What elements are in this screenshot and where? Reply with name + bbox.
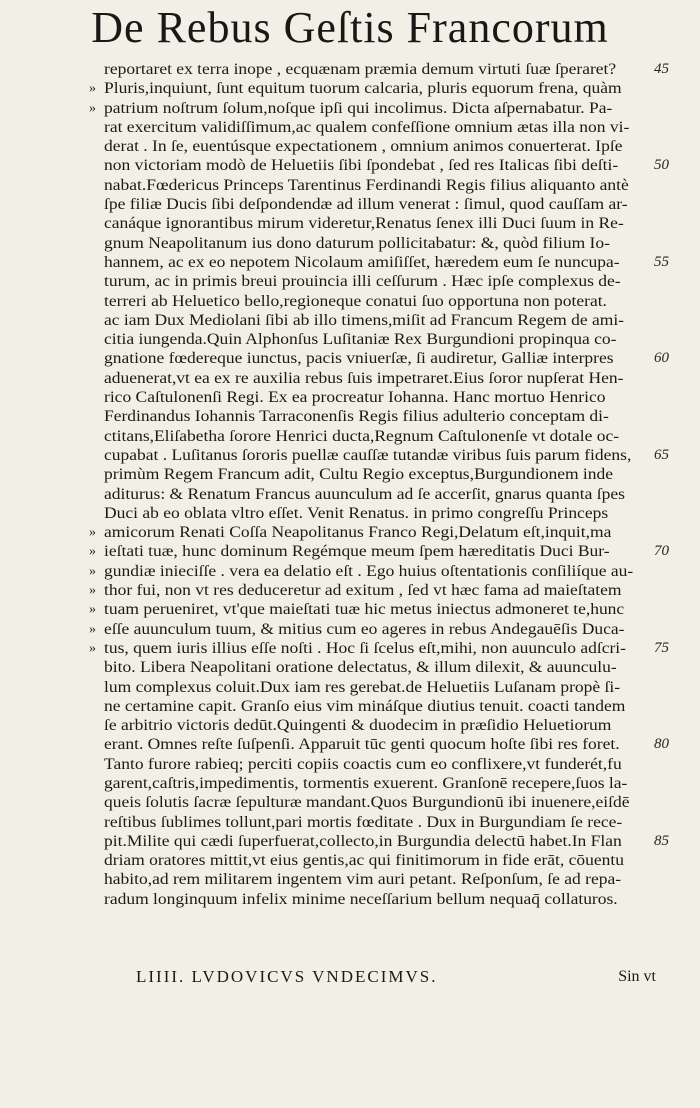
- line-text: aduenerat,vt ea ex re auxilia rebus ſuis impetraret.Eius ſoror nupſerat Hen-: [104, 368, 624, 387]
- text-line: [104, 813, 649, 832]
- text-line: [104, 195, 649, 214]
- line-text: habito,ad rem militarem ingentem vim auri petant. Reſponſum, ſe ad repa-: [104, 870, 622, 889]
- line-text: rico Caſtulonenſi Regi. Ex ea procreatur Iohanna. Hanc mortuo Henrico: [104, 388, 606, 407]
- text-line: [104, 890, 649, 909]
- line-text: gnatione fœdereque iunctus, pacis vniuerſæ, ſi audiretur, Galliæ interpres: [104, 349, 614, 368]
- line-number: 45: [654, 61, 669, 77]
- text-line: [104, 774, 649, 793]
- line-text: reſtibus ſublimes tollunt,pari mortis fœditate . Dux in Burgundiam ſe recе-: [104, 812, 623, 831]
- text-line: [104, 156, 669, 175]
- quotation-marker: »: [89, 621, 96, 637]
- line-number: 50: [654, 157, 669, 174]
- line-text: terreri ab Heluetico bello,regioneque conatui ſuo opportuna non poterat.: [104, 291, 607, 310]
- line-text: Tanto furore rabieq; perciti copiis coactis cum eo conflixere,vt funderét,fu: [104, 754, 622, 773]
- line-text: lum complexus coluit.Dux iam res gerebat.de Heluetiis Luſanam propè ſi-: [104, 677, 621, 696]
- text-line: [104, 214, 649, 233]
- catchword: Sin vt: [618, 968, 656, 985]
- line-text: turum, ac in primis breui prouincia illi ceſſurum . Hæc ipſe complexus de-: [104, 272, 621, 291]
- line-text: canáque ignorantibus mirum videretur,Renatus ſenex illi Duci ſuum in Re-: [104, 214, 624, 233]
- line-text: queis ſolutis ſacræ ſepulturæ mandant.Quos Burgundionū ibi inuenere,eiſdē: [104, 793, 630, 812]
- text-line: [89, 542, 669, 561]
- quotation-marker: »: [89, 81, 96, 97]
- text-line: [104, 658, 649, 677]
- line-text: citia iungenda.Quin Alphonſus Luſitaniæ Rex Burgundioni propinqua co-: [104, 330, 617, 349]
- text-line: [104, 292, 649, 311]
- line-text: hannem, ac ex eo nepotem Nicolaum amiſiſſet, hæredem eum ſe nuncupa-: [104, 252, 620, 271]
- quotation-marker: »: [89, 602, 96, 618]
- text-line: [104, 465, 649, 484]
- text-line: [104, 735, 669, 754]
- text-line: [89, 638, 669, 658]
- text-line: [104, 407, 649, 426]
- line-text: thor fui, non vt res deduceretur ad exitum , ſed vt hæc fama ad maieſtatem: [104, 581, 622, 600]
- text-block: [89, 60, 669, 909]
- text-line: [104, 831, 669, 851]
- line-text: ieſtati tuæ, hunc dominum Regémque meum ſpem hæreditatis Duci Bur-: [104, 542, 610, 561]
- line-text: radum longinquum infelix minime neceſſarium bellum nequaq̄ collaturos.: [104, 889, 618, 908]
- text-line: [89, 523, 649, 542]
- line-text: gnum Neapolitanum ius dono daturum pollicitabatur: &, quòd filium Io-: [104, 233, 610, 252]
- line-number: 80: [654, 736, 669, 753]
- text-line: [104, 349, 669, 368]
- text-line: [104, 697, 649, 716]
- text-line: [104, 369, 649, 388]
- text-line: [104, 176, 649, 195]
- line-text: patrium noſtrum ſolum,noſque ipſi qui incolimus. Dicta aſpernabatur. Pa-: [104, 98, 613, 117]
- running-head: De Rebus Geſtis Francorum: [91, 3, 609, 52]
- quotation-marker: »: [89, 563, 96, 579]
- text-line: [89, 79, 649, 98]
- line-text: ne certamine capit. Granſo eius vim mináſque diutius tenuit. coacti tandem: [104, 696, 626, 715]
- line-text: gundiæ inieciſſe . vera ea delatio eſt . Ego huius oſtentationis conſiliíque au-: [104, 561, 634, 580]
- page-footer: [136, 966, 656, 988]
- line-text: ac iam Dux Mediolani ſibi ab illo timens,miſit ad Francum Regem de ami-: [104, 310, 625, 329]
- line-text: Duci ab eo oblata vltro eſſet. Venit Renatus. in primo congreſſu Princeps: [104, 503, 609, 522]
- text-line: [104, 793, 649, 812]
- line-text: aditurus: & Renatum Francus auunculum ad ſe accerſit, gnarus quanta ſpes: [104, 484, 625, 503]
- line-number: 70: [654, 543, 669, 560]
- line-text: primùm Regem Francum adit, Cultu Regio exceptus,Burgundionem inde: [104, 465, 614, 484]
- line-text: bito. Libera Neapolitani oratione delectatus, & illum dilexit, & auunculu-: [104, 658, 617, 677]
- text-line: [104, 678, 649, 697]
- text-line: [104, 388, 649, 407]
- text-line: [104, 445, 669, 465]
- signature-mark: LIIII. LVDOVICVS VNDECIMVS.: [136, 967, 438, 986]
- line-number: 65: [654, 446, 669, 463]
- text-line: [104, 485, 649, 504]
- text-line: [104, 330, 649, 349]
- line-number: 55: [654, 253, 669, 270]
- line-text: pit.Milite qui cædi ſuperfuerat,collecto,in Burgundia delectū habet.In Flan: [104, 831, 622, 850]
- quotation-marker: »: [89, 544, 96, 560]
- quotation-marker: »: [89, 100, 96, 116]
- text-line: [104, 716, 649, 735]
- line-text: derat . In ſe, euentúsque expectationem , omnium animos conuerterat. Ipſe: [104, 137, 623, 156]
- text-line: [104, 272, 649, 291]
- text-line: [89, 581, 649, 600]
- line-number: 60: [654, 350, 669, 367]
- text-line: [104, 252, 669, 272]
- text-line: [104, 504, 649, 523]
- line-text: Pluris,inquiunt, ſunt equitum tuorum calcaria, pluris equorum frena, quàm: [104, 79, 622, 98]
- line-text: garent,caſtris,impedimentis, tormentis exuerent. Granſonē recepere,ſuos la-: [104, 773, 628, 792]
- quotation-marker: »: [89, 583, 96, 599]
- line-text: nabat.Fœdericus Princeps Tarentinus Ferdinandi Regis filius aliquanto antè: [104, 175, 629, 194]
- line-text: driam oratores mittit,vt eius gentis,ac qui finitimorum in fide erāt, cōuentu: [104, 851, 624, 870]
- text-line: [104, 427, 649, 446]
- text-line: [104, 118, 649, 137]
- quotation-marker: »: [89, 525, 96, 541]
- text-line: [89, 619, 649, 639]
- text-line: [104, 234, 649, 253]
- line-number: 75: [654, 639, 669, 656]
- line-text: rat exercitum validiſſimum,ac qualem confeſſione omnium ætas illa non vi-: [104, 117, 630, 136]
- line-text: Ferdinandus Iohannis Tarraconenſis Regis filius adulterio conceptam di-: [104, 407, 609, 426]
- text-line: [104, 870, 649, 889]
- text-line: [104, 311, 649, 330]
- line-text: erant. Omnes reſte ſuſpenſi. Apparuit tūc genti quocum hoſte ſibi res foret.: [104, 735, 620, 754]
- line-text: ſpe filiæ Ducis ſibi deſpondendæ ad illum venerat : ſimul, quod cauſſam ar-: [104, 195, 628, 214]
- line-text: reportaret ex terra inope , ecquænam præmia demum virtuti ſuæ ſperaret?: [104, 60, 617, 78]
- line-text: tuam perueniret, vt'que maieſtati tuæ hic metus iniectus admoneret te,hunc: [104, 600, 625, 619]
- line-text: tus, quem iuris illius eſſe noſti . Hoc ſi ſcelus eſt,mihi, non auunculo adſcri-: [104, 638, 626, 657]
- text-line: [89, 561, 649, 581]
- text-line: [104, 137, 649, 156]
- line-text: cupabat . Luſitanus ſororis puellæ cauſſæ tutandæ viribus ſuis parum fidens,: [104, 445, 632, 464]
- text-line: [104, 755, 649, 774]
- text-line: [104, 60, 669, 79]
- text-line: [104, 851, 649, 870]
- line-text: amicorum Renati Coſſa Neapolitanus Franco Regi,Delatum eſt,inquit,ma: [104, 523, 612, 542]
- line-text: eſſe auunculum tuum, & mitius cum eo ageres in rebus Andegauēſis Duca-: [104, 619, 625, 638]
- text-line: [89, 600, 649, 619]
- line-text: non victoriam modò de Heluetiis ſibi ſpondebat , ſed res Italicas ſibi deſti-: [104, 156, 619, 175]
- quotation-marker: »: [89, 640, 96, 656]
- line-number: 85: [654, 832, 669, 849]
- line-text: ſe arbitrio victoris dedūt.Quingenti & duodecim in præſidio Heluetiorum: [104, 716, 612, 735]
- text-line: [89, 98, 649, 118]
- line-text: ctitans,Eliſabetha ſorore Henrici ducta,Regnum Caſtulonenſe vt dotale oc-: [104, 426, 620, 445]
